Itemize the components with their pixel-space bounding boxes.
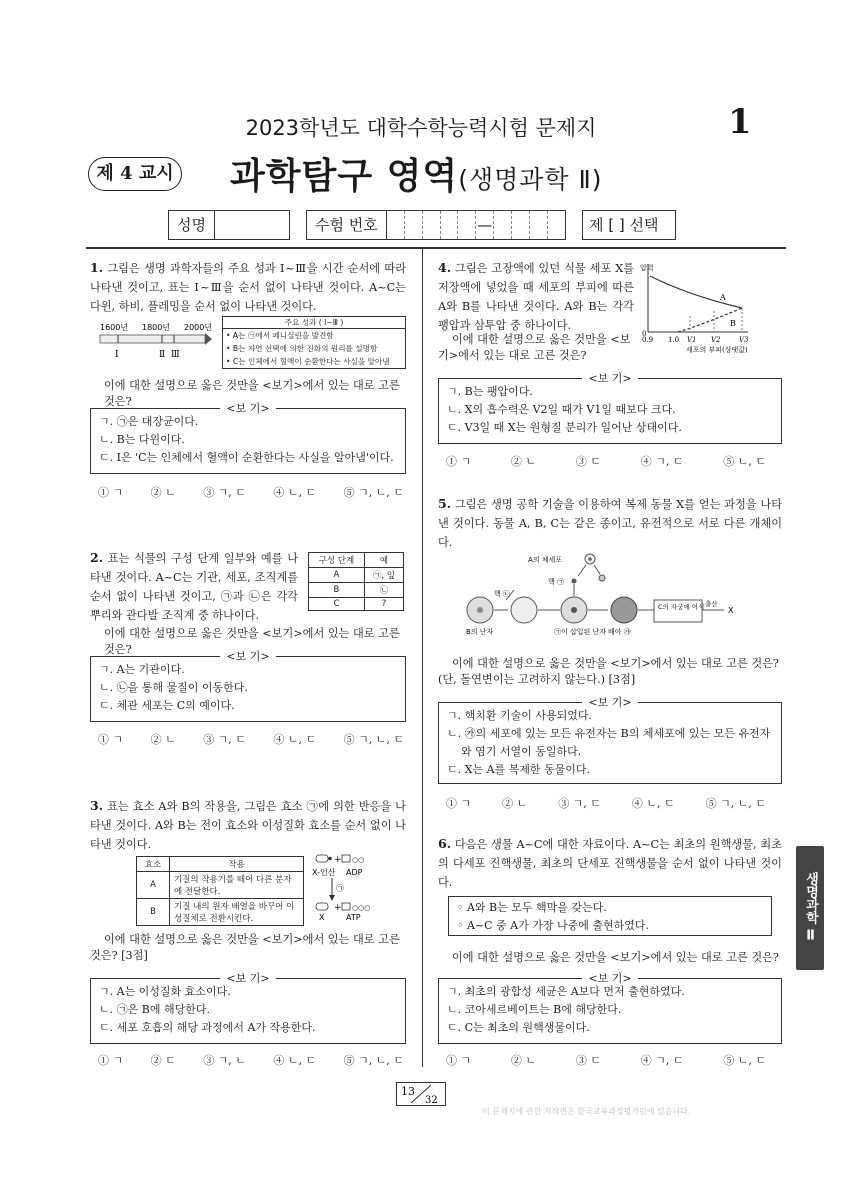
timeline-mark-ii: Ⅱ <box>159 350 166 360</box>
q3-choice-5[interactable]: ⑤ ㄱ, ㄴ, ㄷ <box>343 1054 404 1067</box>
enzyme-label: ㉠ <box>336 884 344 893</box>
q5-option: ㄷ. X는 A를 복제한 동물이다. <box>447 763 591 776</box>
q2-cell: ? <box>364 598 403 611</box>
q1-option: ㄴ. B는 다윈이다. <box>99 433 185 446</box>
q5-nucleus-b: 핵 ㉡ <box>494 590 510 598</box>
q1-option: ㄱ. ㉠은 대장균이다. <box>99 415 199 428</box>
q3-table <box>136 856 304 926</box>
arrow-to-nucleus-a <box>578 565 586 576</box>
q2-option: ㄷ. 체관 세포는 C의 예이다. <box>99 699 235 712</box>
q3-reaction-diagram <box>310 853 390 921</box>
q3-table-head: 효소 <box>137 857 170 872</box>
q2-text <box>90 548 298 625</box>
q5-text <box>438 494 782 552</box>
q3-choice-1[interactable]: ① ㄱ <box>98 1054 124 1067</box>
exam-number-dash: — <box>476 211 494 239</box>
q4-xtick: V2 <box>711 336 721 344</box>
q5-prompt: 이에 대한 설명으로 옳은 것만을 <보기>에서 있는 대로 고른 것은? (단, 돌연변이는 고려하지 않는다.) [3점] <box>438 657 779 686</box>
q2-option: ㄴ. ㉡을 통해 물질이 이동한다. <box>99 681 248 694</box>
q2-choice-1[interactable]: ① ㄱ <box>98 733 124 746</box>
q4-choice-5[interactable]: ⑤ ㄴ, ㄷ <box>723 455 766 468</box>
q6-options-box <box>438 972 782 1044</box>
page-number: 1 <box>728 102 752 142</box>
q5-egg-b-label: B의 난자 <box>466 628 494 636</box>
q1-table-row: • B는 자연 선택에 의한 진화의 원리를 설명함 <box>226 344 378 353</box>
q5-choice-1[interactable]: ① ㄱ <box>446 797 472 810</box>
q4-choice-4[interactable]: ④ ㄱ, ㄷ <box>640 455 684 468</box>
q5-box-title: <보 기> <box>582 696 637 709</box>
q6-choices <box>446 1052 766 1068</box>
q4-graph <box>638 256 784 356</box>
q5-nucleus-a: 핵 ㉠ <box>548 578 564 586</box>
q5-inserted-label: ㉠이 삽입된 난자 <box>554 628 607 636</box>
q4-number: 4. <box>438 260 452 275</box>
exam-number-label: 수험 번호 <box>307 211 387 239</box>
q5-cloning-diagram <box>462 550 762 650</box>
q3-option: ㄴ. ㉠은 B에 해당한다. <box>99 1003 210 1016</box>
q1-table-row: • C는 인체에서 혈액이 순환한다는 사실을 알아냄 <box>226 357 390 366</box>
atp-box <box>342 903 350 910</box>
q3-choices <box>98 1052 404 1068</box>
enucleated-egg <box>511 597 537 623</box>
q3-option: ㄷ. 세포 호흡의 해당 과정에서 A가 작용한다. <box>99 1021 316 1034</box>
q4-option: ㄴ. X의 흡수력은 V2일 때가 V1일 때보다 크다. <box>447 403 676 416</box>
q4-options-box <box>438 372 782 444</box>
q1-timeline <box>90 318 220 364</box>
q5-x: X <box>728 606 734 615</box>
q5-embryo-label: 배아 ㉮ <box>608 628 631 636</box>
header-divider <box>86 247 786 249</box>
q2-cell: A <box>309 568 365 583</box>
reaction-arrowhead <box>329 895 335 901</box>
q3-cell: 기질 내의 원자 배열을 바꾸어 이성질체로 전환시킨다. <box>170 899 304 926</box>
q1-choice-2[interactable]: ② ㄴ <box>150 486 176 499</box>
adp-box <box>342 855 350 862</box>
product-x: X <box>319 913 325 921</box>
q4-xtick: 0.9 <box>642 336 654 344</box>
q3-cell: A <box>137 872 170 899</box>
q4-choices <box>446 453 766 469</box>
plus-sign: + <box>334 855 342 865</box>
q2-choice-2[interactable]: ② ㄴ <box>150 733 176 746</box>
q4-prompt: 이에 대한 설명으로 옳은 것만을 <보기>에서 있는 대로 고른 것은? <box>438 333 631 362</box>
subject-main: 과학탐구 영역 <box>230 156 459 197</box>
q3-cell: B <box>137 899 170 926</box>
name-label: 성명 <box>169 211 215 239</box>
inserted-nucleus <box>571 607 577 613</box>
q6-choice-5[interactable]: ⑤ ㄴ, ㄷ <box>723 1054 766 1067</box>
q6-choice-4[interactable]: ④ ㄱ, ㄷ <box>640 1054 684 1067</box>
substrate-shape <box>316 855 328 862</box>
q3-table-head: 작용 <box>170 857 304 872</box>
timeline-bar <box>100 335 205 343</box>
q1-table-title: 주요 성과 ( Ⅰ~Ⅲ ) <box>223 317 405 329</box>
q5-option: ㄴ. ㉮의 세포에 있는 모든 유전자는 B의 체세포에 있는 모든 유전자와 염기 서열이 동일하다. <box>447 727 771 758</box>
q6-choice-2[interactable]: ② ㄴ <box>510 1054 537 1067</box>
subject-side-tab: 생명과학 Ⅱ <box>796 846 824 970</box>
selection-field[interactable] <box>582 210 676 240</box>
q3-box-title: <보 기> <box>220 972 275 985</box>
q4-choice-1[interactable]: ① ㄱ <box>446 455 472 468</box>
q2-table <box>308 552 404 611</box>
q5-option: ㄱ. 핵치환 기술이 사용되었다. <box>447 709 592 722</box>
q1-table <box>222 316 406 369</box>
q6-text <box>438 834 782 892</box>
q2-number: 2. <box>90 550 104 565</box>
q1-choice-1[interactable]: ① ㄱ <box>98 486 124 499</box>
q4-origin: 0 <box>642 330 647 338</box>
reactant-adp: ADP <box>346 868 363 877</box>
nucleus-a-dot <box>572 579 577 584</box>
q4-choice-2[interactable]: ② ㄴ <box>510 455 537 468</box>
q5-number: 5. <box>438 496 452 511</box>
q1-choices <box>98 484 404 500</box>
q2-choice-4[interactable]: ④ ㄴ, ㄷ <box>273 733 317 746</box>
q2-options-box <box>90 650 406 722</box>
q5-choice-4[interactable]: ④ ㄴ, ㄷ <box>631 797 675 810</box>
q4-xtick: V3 <box>739 336 749 344</box>
embryo <box>611 597 637 623</box>
q5-birth: 출산 <box>705 600 718 608</box>
q3-option: ㄱ. A는 이성질화 효소이다. <box>99 985 231 998</box>
q4-choice-3[interactable]: ③ ㄷ <box>575 455 601 468</box>
q1-choice-4[interactable]: ④ ㄴ, ㄷ <box>273 486 317 499</box>
product-atp: ATP <box>346 913 361 921</box>
q1-choice-5[interactable]: ⑤ ㄱ, ㄴ, ㄷ <box>343 486 404 499</box>
q3-cell: 기질의 작용기를 떼어 다른 분자에 전달한다. <box>170 872 304 899</box>
q2-choice-3[interactable]: ③ ㄱ, ㄷ <box>203 733 246 746</box>
exam-title: 2023학년도 대학수학능력시험 문제지 <box>245 116 597 140</box>
somatic-nucleus <box>588 557 592 561</box>
timeline-label-2000: 2000년 <box>184 323 213 332</box>
exam-number-cells <box>387 211 565 239</box>
q4-label-a: A <box>720 293 726 302</box>
q5-body: 그림은 생명 공학 기술을 이용하여 복제 동물 X를 얻는 과정을 나타낸 것이다. 동물 A, B, C는 같은 종이고, 유전적으로 서로 다른 개체이다. <box>438 498 783 549</box>
q2-body: 표는 식물의 구성 단계 일부와 예를 나타낸 것이다. A~C는 기관, 세포, 조직계를 순서 없이 나타낸 것이고, ㉠과 ㉡은 각각 뿌리와 관다발 조직계 중 하나이다. <box>90 552 299 622</box>
q1-option: ㄷ. Ⅰ은 'C는 인체에서 혈액이 순환한다는 사실을 알아냄'이다. <box>99 451 394 464</box>
q3-options-box <box>90 972 406 1044</box>
q6-option: ㄷ. C는 최초의 원핵생물이다. <box>447 1021 590 1034</box>
atp-circles: ○○○ <box>352 904 371 912</box>
q2-option: ㄱ. A는 기관이다. <box>99 663 185 676</box>
egg-b-nucleus <box>477 607 483 613</box>
reactant-x-phosphate: X-인산 <box>312 868 336 877</box>
q3-body: 표는 효소 A와 B의 작용을, 그림은 효소 ㉠에 의한 반응을 나타낸 것이다. A와 B는 전이 효소와 이성질화 효소를 순서 없이 나타낸 것이다. <box>90 800 406 851</box>
column-divider <box>422 247 423 1067</box>
q2-choices <box>98 731 404 747</box>
q6-fact: ◦ A~C 중 A가 가장 나중에 출현하였다. <box>457 919 649 932</box>
q6-fact: ◦ A와 B는 모두 핵막을 갖는다. <box>457 901 607 914</box>
q6-choice-1[interactable]: ① ㄱ <box>446 1054 472 1067</box>
period-badge: 제 4 교시 <box>88 157 182 191</box>
discarded-cell <box>599 575 605 581</box>
selection-label: 제 [ ] 선택 <box>589 216 659 234</box>
q6-option: ㄴ. 코아세르베이트는 B에 해당한다. <box>447 1003 622 1016</box>
q6-choice-3[interactable]: ③ ㄷ <box>575 1054 601 1067</box>
q4-option: ㄱ. B는 팽압이다. <box>447 385 533 398</box>
timeline-mark-i: Ⅰ <box>115 350 119 360</box>
adp-circles: ○○ <box>352 856 365 864</box>
timeline-arrowhead <box>205 333 212 345</box>
q3-text <box>90 796 406 854</box>
q5-options-box <box>438 696 782 784</box>
q2-cell: ㉠, 잎 <box>364 568 403 583</box>
q5-somatic-label: A의 체세포 <box>528 556 563 564</box>
q2-choice-5[interactable]: ⑤ ㄱ, ㄴ, ㄷ <box>343 733 404 746</box>
q1-options-box <box>90 402 406 474</box>
total-pages: 32 <box>425 1095 438 1106</box>
q4-text <box>438 258 634 335</box>
q1-text <box>90 258 406 316</box>
q4-label-b: B <box>730 319 736 328</box>
q6-number: 6. <box>438 836 452 851</box>
q3-choice-3[interactable]: ③ ㄱ, ㄴ <box>203 1054 246 1067</box>
q5-choice-2[interactable]: ② ㄴ <box>502 797 528 810</box>
copyright-notice: 이 문제지에 관한 저작권은 한국교육과정평가원에 있습니다. <box>482 1107 691 1116</box>
q4-xtick: V1 <box>687 336 697 344</box>
page-indicator <box>396 1082 446 1106</box>
q5-choice-3[interactable]: ③ ㄱ, ㄷ <box>558 797 601 810</box>
q4-body: 그림은 고장액에 있던 식물 세포 X를 저장액에 넣었을 때 세포의 부피에 따른 A와 B를 나타낸 것이다. A와 B는 각각 팽압과 삼투압 중 하나이다. <box>438 262 635 332</box>
q2-table-head: 예 <box>364 553 403 568</box>
timeline-label-1800: 1800년 <box>142 323 171 332</box>
subject-sub: (생명과학 Ⅱ) <box>458 165 603 194</box>
subject-title <box>230 148 603 199</box>
q6-prompt: 이에 대한 설명으로 옳은 것만을 <보기>에서 있는 대로 고른 것은? <box>452 951 779 964</box>
q3-choice-2[interactable]: ② ㄷ <box>150 1054 176 1067</box>
q1-body: 그림은 생명 과학자들의 주요 성과 Ⅰ~Ⅲ을 시간 순서에 따라 나타낸 것이고, 표는 Ⅰ~Ⅲ을 순서 없이 나타낸 것이다. A~C는 다윈, 하비, 플레밍을 순서 없이 나타낸 것이다. <box>90 262 406 313</box>
q4-option: ㄷ. V3일 때 X는 원형질 분리가 일어난 상태이다. <box>447 421 682 434</box>
q4-xtick: 1.0 <box>668 336 680 344</box>
exam-number-field[interactable] <box>306 210 566 240</box>
timeline-mark-iii: Ⅲ <box>171 350 180 360</box>
q5-choices <box>446 795 766 811</box>
q1-choice-3[interactable]: ③ ㄱ, ㄷ <box>203 486 246 499</box>
name-field[interactable] <box>168 210 290 240</box>
q4-xlabel: 세포의 부피(상댓값) <box>686 346 748 354</box>
q5-uterus: C의 자궁에 이식 <box>658 603 705 611</box>
q2-table-head: 구성 단계 <box>309 553 365 568</box>
q3-number: 3. <box>90 798 104 813</box>
q4-curve-a <box>650 276 742 308</box>
q2-cell: B <box>309 583 365 598</box>
q2-box-title: <보 기> <box>220 650 275 663</box>
q1-number: 1. <box>90 260 104 275</box>
q1-prompt: 이에 대한 설명으로 옳은 것만을 <보기>에서 있는 대로 고른 것은? <box>104 379 400 408</box>
plus-sign-2: + <box>334 903 342 913</box>
q5-choice-5[interactable]: ⑤ ㄱ, ㄴ, ㄷ <box>705 797 766 810</box>
q4-ylabel: 압력 <box>640 264 654 272</box>
arrow-discard <box>594 565 600 574</box>
q6-body: 다음은 생물 A~C에 대한 자료이다. A~C는 최초의 원핵생물, 최초의 다세포 진핵생물, 최초의 단세포 진핵생물을 순서 없이 나타낸 것이다. <box>438 838 782 889</box>
q2-cell: ㉡ <box>364 583 403 598</box>
current-page: 13 <box>401 1085 415 1098</box>
q6-option: ㄱ. 최초의 광합성 세균은 A보다 먼저 출현하였다. <box>447 985 685 998</box>
phosphate-dot <box>328 857 332 861</box>
q4-box-title: <보 기> <box>582 372 637 385</box>
q3-prompt: 이에 대한 설명으로 옳은 것만을 <보기>에서 있는 대로 고른 것은? [3점] <box>90 933 400 962</box>
q6-facts-box <box>448 896 772 936</box>
product-shape <box>316 903 328 910</box>
q3-choice-4[interactable]: ④ ㄴ, ㄷ <box>273 1054 317 1067</box>
q1-table-row: • A는 ㉠에서 페니실린을 발견함 <box>226 331 334 340</box>
q2-cell: C <box>309 598 365 611</box>
q2-prompt: 이에 대한 설명으로 옳은 것만을 <보기>에서 있는 대로 고른 것은? <box>104 627 400 656</box>
q6-box-title: <보 기> <box>582 972 637 985</box>
timeline-label-1600: 1600년 <box>100 323 129 332</box>
q1-box-title: <보 기> <box>220 402 275 415</box>
